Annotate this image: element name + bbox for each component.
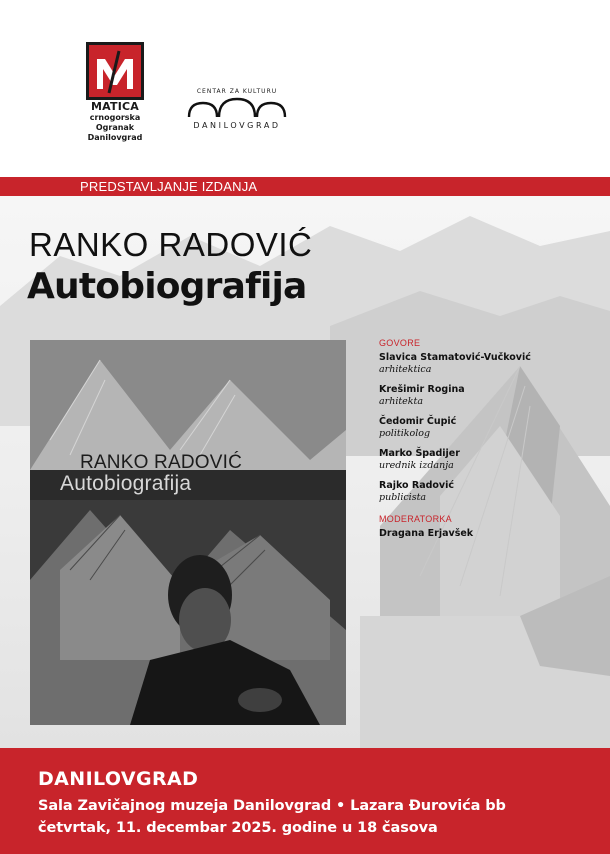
speaker-role: urednik izdanja	[379, 460, 454, 471]
footer-date: četvrtak, 11. decembar 2025. godine u 18 časova	[38, 820, 438, 836]
matica-sub1: crnogorska	[89, 113, 141, 122]
speaker-name: Rajko Radović	[379, 480, 455, 491]
speaker-role: publicista	[379, 492, 427, 503]
speaker-name: Krešimir Rogina	[379, 384, 465, 395]
footer-city: DANILOVGRAD	[38, 768, 199, 790]
speaker-name: Slavica Stamatović-Vučković	[379, 352, 531, 363]
band-label: PREDSTAVLJANJE IZDANJA	[80, 179, 258, 194]
footer-band	[0, 748, 610, 854]
matica-sub3: Danilovgrad	[87, 133, 143, 142]
speaker-role: arhitekta	[379, 396, 424, 407]
speakers-heading: GOVORE	[379, 338, 421, 348]
speaker-name: Marko Špadijer	[379, 448, 460, 459]
speaker-role: politikolog	[379, 428, 431, 439]
footer-venue: Sala Zavičajnog muzeja Danilovgrad • Lazara Đurovića bb	[38, 798, 506, 814]
arches-icon	[185, 97, 289, 119]
cover-title: Autobiografija	[60, 472, 192, 495]
book-author: RANKO RADOVIĆ	[29, 226, 313, 263]
matica-monogram-icon	[86, 42, 144, 100]
book-title: Autobiografija	[27, 266, 307, 307]
centar-top-text: CENTAR ZA KULTURU	[196, 88, 278, 95]
cover-author: RANKO RADOVIĆ	[80, 452, 243, 473]
book-cover	[30, 340, 346, 725]
header-band	[0, 177, 610, 196]
speakers-list	[379, 338, 599, 540]
moderator-name: Dragana Erjavšek	[379, 528, 474, 539]
matica-logo	[82, 42, 148, 143]
matica-sub2: Ogranak	[95, 123, 135, 132]
moderator-heading: MODERATORKA	[379, 514, 452, 524]
speaker-role: arhitektica	[379, 364, 432, 375]
centar-logo	[182, 88, 292, 130]
centar-bottom-text: DANILOVGRAD	[193, 121, 281, 130]
matica-name: MATICA	[91, 100, 139, 113]
speaker-name: Čedomir Čupić	[379, 416, 457, 427]
